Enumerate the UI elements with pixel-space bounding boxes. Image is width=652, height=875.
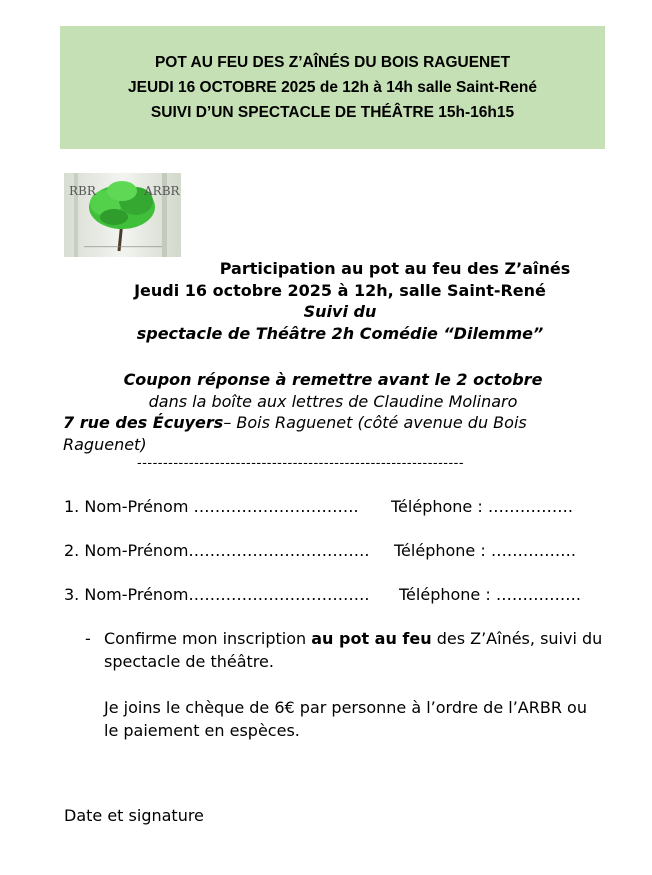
address-street: 7 rue des Écuyers xyxy=(63,413,224,432)
banner-title: POT AU FEU DES Z’AÎNÉS DU BOIS RAGUENET xyxy=(154,54,511,71)
confirmation-end: des Z’Aînés, suivi du spectacle de théâtre. xyxy=(104,629,603,671)
registration-row-1 xyxy=(64,497,573,516)
header-banner xyxy=(60,26,605,149)
date-signature-label: Date et signature xyxy=(64,806,204,825)
coupon-deadline: Coupon réponse à remettre avant le 2 octobre xyxy=(123,370,543,389)
phone-field-1: Téléphone : ……………. xyxy=(391,497,573,516)
banner-date: JEUDI 16 OCTOBRE 2025 de 12h à 14h salle Saint-René xyxy=(128,79,537,96)
phone-field-3: Téléphone : ……………. xyxy=(399,585,581,604)
spectacle-line: spectacle de Théâtre 2h Comédie “Dilemme” xyxy=(136,323,544,343)
name-field-3: 3. Nom-Prénom……………………………. xyxy=(64,585,370,604)
registration-row-3 xyxy=(64,585,581,604)
confirmation-start: Confirme mon inscription xyxy=(104,629,312,648)
address-detail: – Bois Raguenet (côté avenue du Bois Raguenet) xyxy=(63,413,527,454)
mailbox-line: dans la boîte aux lettres de Claudine Molinaro xyxy=(148,391,518,411)
bullet-dash: - xyxy=(85,629,91,648)
confirmation-bold: au pot au feu xyxy=(311,629,432,648)
logo-text-right: ARBR xyxy=(144,184,180,198)
phone-field-2: Téléphone : ……………. xyxy=(394,541,576,560)
followed-by-line: Suivi du xyxy=(303,302,377,321)
logo-text-left: RBR xyxy=(69,184,96,198)
banner-spectacle: SUIVI D’UN SPECTACLE DE THÉÂTRE 15h-16h15 xyxy=(150,104,515,121)
event-date-line: Jeudi 16 octobre 2025 à 12h, salle Saint-René xyxy=(134,280,546,300)
name-field-2: 2. Nom-Prénom……………………………. xyxy=(64,541,370,560)
confirmation-bullet xyxy=(85,627,605,742)
payment-text: Je joins le chèque de 6€ par personne à l’ordre de l’ARBR ou le paiement en espèces. xyxy=(104,698,587,740)
address-line xyxy=(63,412,603,455)
event-title-block xyxy=(60,258,620,344)
arbr-logo xyxy=(64,173,181,257)
tree-logo-image xyxy=(64,173,181,257)
confirmation-text xyxy=(104,627,605,673)
name-field-1: 1. Nom-Prénom …………………………. xyxy=(64,497,359,516)
coupon-instructions xyxy=(63,369,603,455)
separator-line: --------------------------------------------------------------- xyxy=(137,456,465,471)
participation-heading: Participation au pot au feu des Z’aînés xyxy=(219,259,571,278)
registration-row-2 xyxy=(64,541,576,560)
